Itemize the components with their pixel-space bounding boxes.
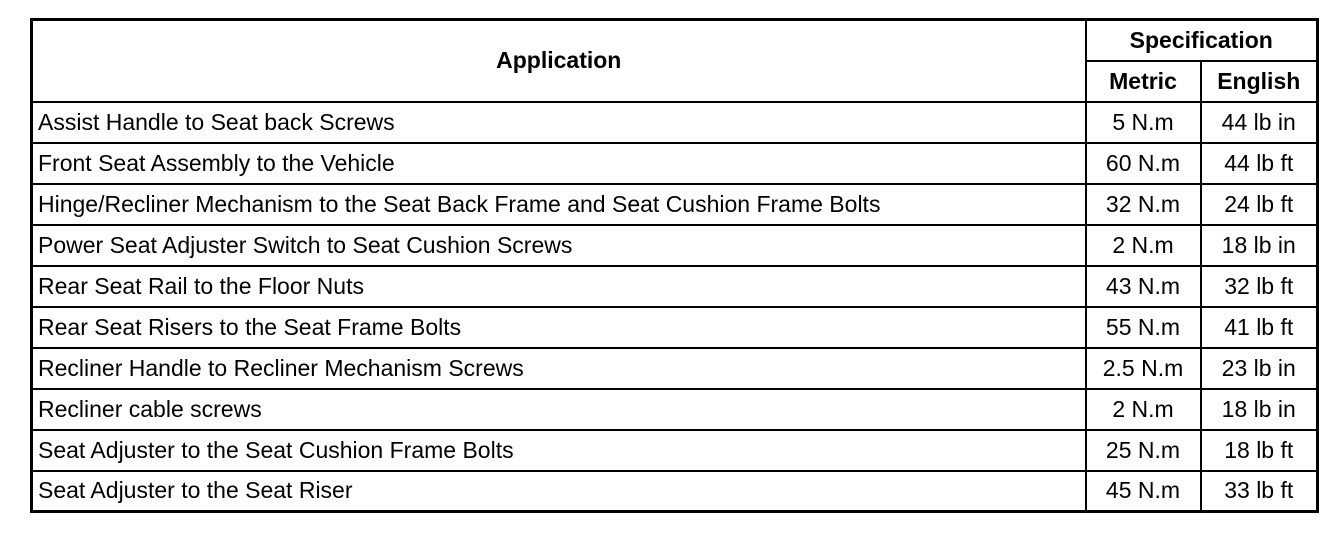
english-cell: 18 lb ft — [1201, 430, 1318, 471]
specification-table — [30, 18, 1319, 513]
application-cell: Hinge/Recliner Mechanism to the Seat Back Frame and Seat Cushion Frame Bolts — [32, 184, 1086, 225]
metric-cell: 43 N.m — [1086, 266, 1201, 307]
english-cell: 41 lb ft — [1201, 307, 1318, 348]
metric-cell: 45 N.m — [1086, 471, 1201, 512]
table-row — [32, 389, 1318, 430]
application-header: Application — [32, 20, 1086, 102]
english-cell: 18 lb in — [1201, 225, 1318, 266]
application-cell: Rear Seat Risers to the Seat Frame Bolts — [32, 307, 1086, 348]
table-body — [32, 102, 1318, 512]
english-cell: 33 lb ft — [1201, 471, 1318, 512]
specification-header: Specification — [1086, 20, 1318, 61]
metric-header: Metric — [1086, 61, 1201, 102]
application-cell: Power Seat Adjuster Switch to Seat Cushion Screws — [32, 225, 1086, 266]
application-cell: Assist Handle to Seat back Screws — [32, 102, 1086, 143]
table-row — [32, 430, 1318, 471]
application-cell: Rear Seat Rail to the Floor Nuts — [32, 266, 1086, 307]
english-cell: 44 lb in — [1201, 102, 1318, 143]
metric-cell: 55 N.m — [1086, 307, 1201, 348]
table-row — [32, 184, 1318, 225]
english-cell: 23 lb in — [1201, 348, 1318, 389]
table-row — [32, 102, 1318, 143]
metric-cell: 60 N.m — [1086, 143, 1201, 184]
header-row-top — [32, 20, 1318, 61]
metric-cell: 2.5 N.m — [1086, 348, 1201, 389]
english-cell: 24 lb ft — [1201, 184, 1318, 225]
metric-cell: 25 N.m — [1086, 430, 1201, 471]
table-row — [32, 307, 1318, 348]
application-cell: Recliner cable screws — [32, 389, 1086, 430]
english-header: English — [1201, 61, 1318, 102]
application-cell: Seat Adjuster to the Seat Cushion Frame Bolts — [32, 430, 1086, 471]
table-row — [32, 143, 1318, 184]
table-row — [32, 266, 1318, 307]
application-cell: Front Seat Assembly to the Vehicle — [32, 143, 1086, 184]
metric-cell: 2 N.m — [1086, 389, 1201, 430]
english-cell: 18 lb in — [1201, 389, 1318, 430]
metric-cell: 2 N.m — [1086, 225, 1201, 266]
table-header — [32, 20, 1318, 102]
metric-cell: 32 N.m — [1086, 184, 1201, 225]
application-cell: Seat Adjuster to the Seat Riser — [32, 471, 1086, 512]
table-row — [32, 471, 1318, 512]
table-row — [32, 225, 1318, 266]
english-cell: 44 lb ft — [1201, 143, 1318, 184]
application-cell: Recliner Handle to Recliner Mechanism Screws — [32, 348, 1086, 389]
table-row — [32, 348, 1318, 389]
english-cell: 32 lb ft — [1201, 266, 1318, 307]
metric-cell: 5 N.m — [1086, 102, 1201, 143]
